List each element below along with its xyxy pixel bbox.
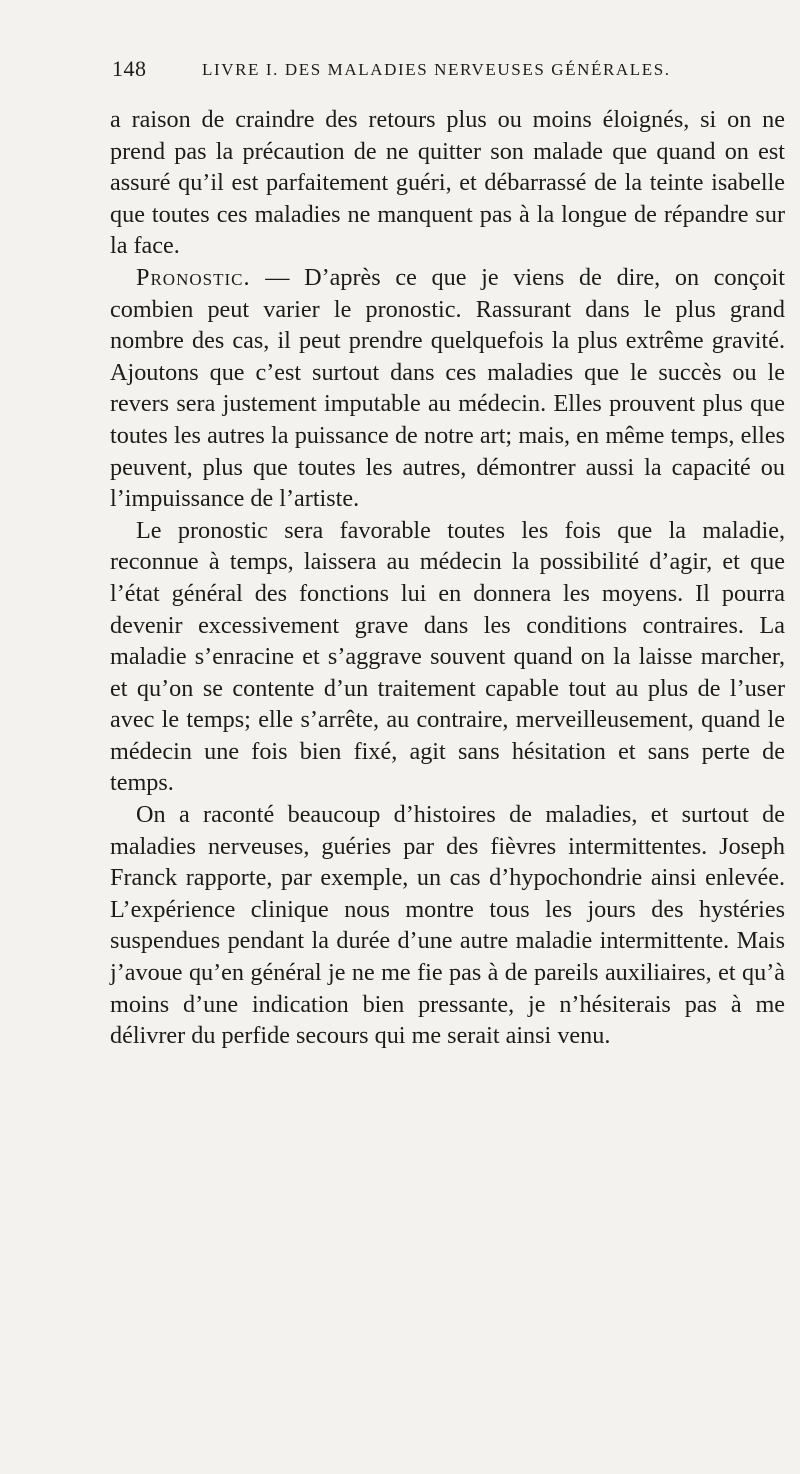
paragraph-4 (110, 799, 785, 1052)
paragraph-3 (110, 515, 785, 799)
paragraph-pronostic (110, 262, 785, 515)
body-text (110, 104, 785, 1052)
page-header (112, 56, 712, 90)
section-heading-pronostic: Pronostic. (136, 263, 251, 291)
paragraph-1-text: a raison de craindre des retours plus ou moins éloignés, si on ne prend pas la précaution de ne quitter son malade que quand on est assuré qu’il est parfaitement guéri, et débarrassé de la teinte isabelle que toutes ces maladies ne manquent pas à la longue de répandre sur la face. (110, 106, 785, 260)
paragraph-1 (110, 104, 785, 262)
paragraph-3-text: Le pronostic sera favorable toutes les fois que la maladie, reconnue à temps, laissera au médecin la possibilité d’agir, et que l’état général des fonctions lui en donnera les moyens. Il pourra devenir excessivement grave dans les conditions contraires. La maladie s’enracine et s’aggrave souvent quand on la laisse marcher, et qu’on se contente d’un traitement capable tout au plus de l’user avec le temps; elle s’arrête, au contraire, merveilleusement, quand le médecin une fois bien fixé, agit sans hésitation et sans perte de temps. (110, 516, 785, 797)
paragraph-2-text: — D’après ce que je viens de dire, on conçoit combien peut varier le pronostic. Rassurant dans le plus grand nombre des cas, il peut prendre quelquefois la plus extrême gravité. Ajoutons que c’est surtout dans ces maladies que le succès ou le revers sera justement imputable au médecin. Elles prouvent plus que toutes les autres la puissance de notre art; mais, en même temps, elles peuvent, plus que toutes les autres, démontrer aussi la capacité ou l’impuissance de l’artiste. (110, 263, 785, 513)
running-title: LIVRE I. DES MALADIES NERVEUSES GÉNÉRALES. (202, 60, 671, 79)
paragraph-4-text: On a raconté beaucoup d’histoires de maladies, et surtout de maladies nerveuses, guéries par des fièvres intermittentes. Joseph Franck rapporte, par exemple, un cas d’hypochondrie ainsi enlevée. L’expérience clinique nous montre tous les jours des hystéries suspendues pendant la durée d’une autre maladie intermittente. Mais j’avoue qu’en général je ne me fie pas à de pareils auxiliaires, et qu’à moins d’une indication bien pressante, je n’hésiterais pas à me délivrer du perfide secours qui me serait ainsi venu. (110, 801, 785, 1050)
page-number: 148 (112, 56, 147, 81)
